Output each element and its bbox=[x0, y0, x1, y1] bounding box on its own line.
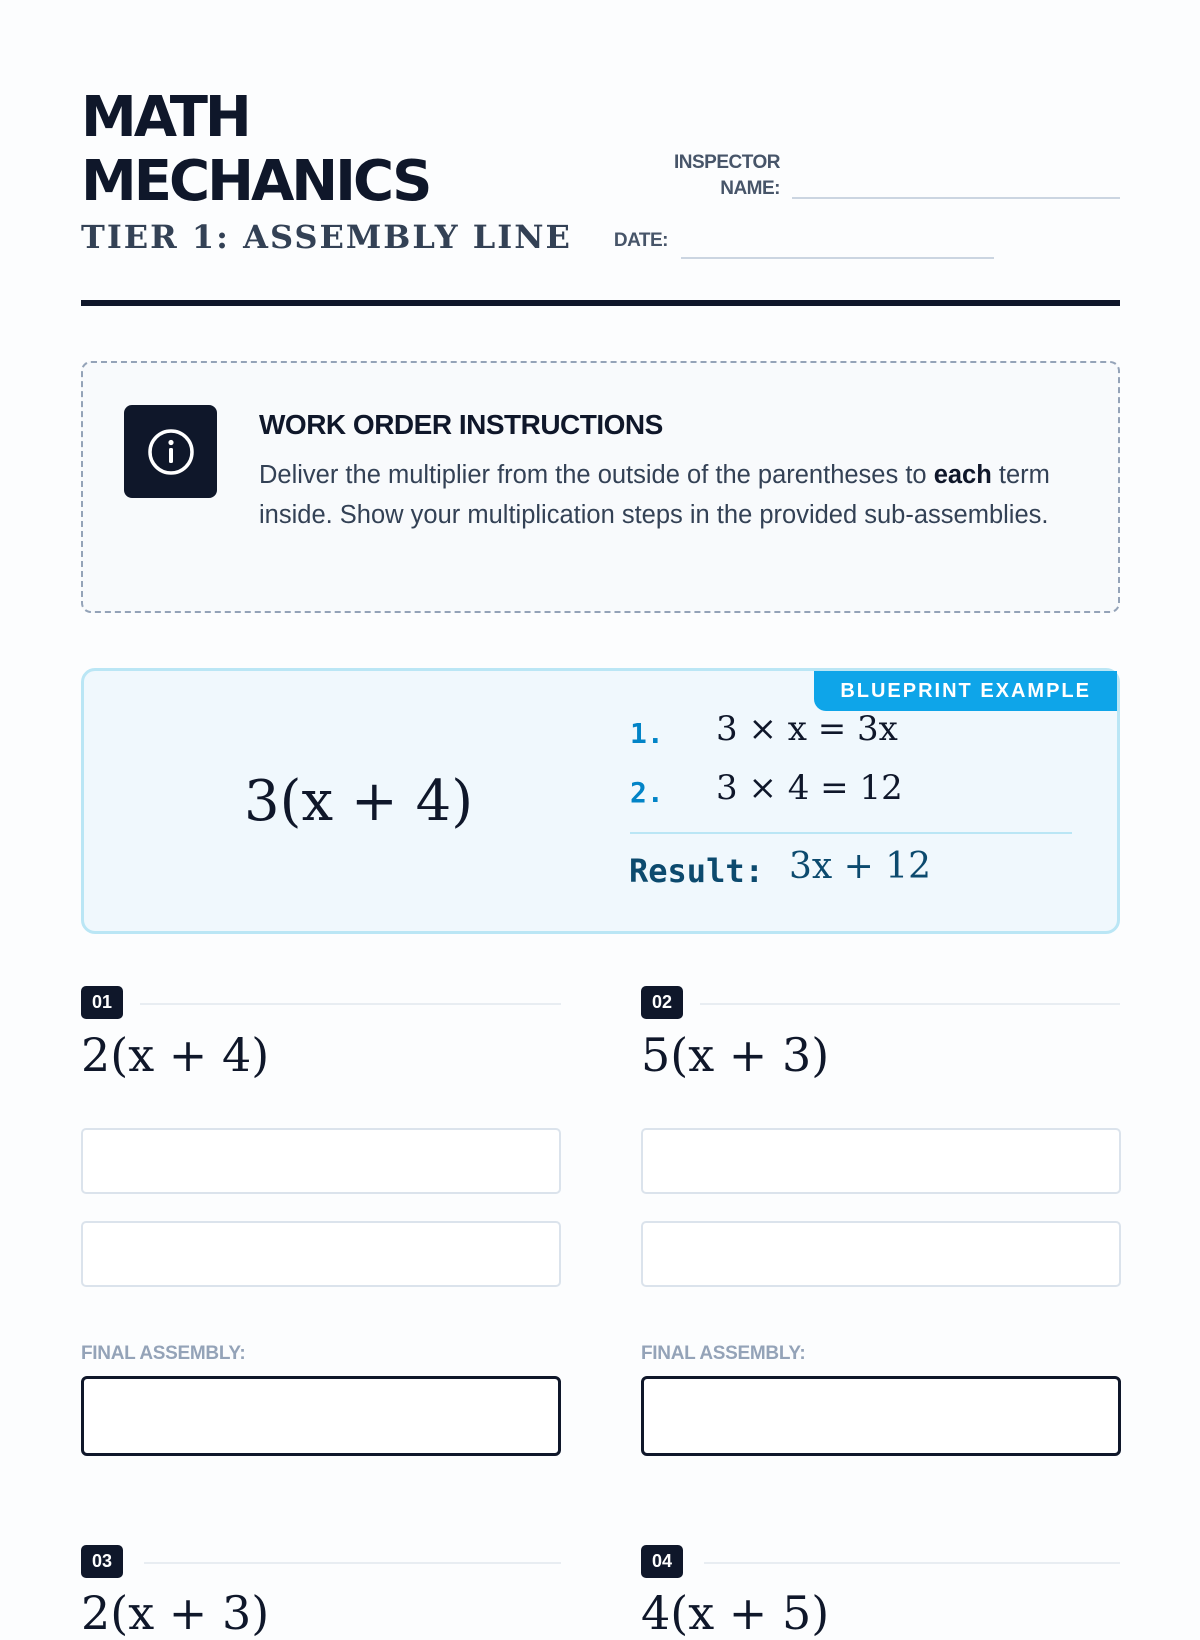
blueprint-example bbox=[81, 668, 1120, 934]
sub-assembly-input[interactable] bbox=[81, 1128, 561, 1194]
final-assembly-input[interactable] bbox=[641, 1376, 1121, 1456]
instructions-text: Deliver the multiplier from the outside of the parentheses to each term inside. Show your multiplication steps in the provided sub-assemblies. bbox=[259, 461, 1050, 529]
final-assembly-label: FINAL ASSEMBLY: bbox=[81, 1343, 246, 1364]
problem-number: 04 bbox=[641, 1545, 683, 1578]
step-text: 3 × x = 3x bbox=[716, 709, 898, 749]
header-divider bbox=[81, 300, 1120, 306]
problem-number: 02 bbox=[641, 986, 683, 1019]
problem-expression: 2(x + 3) bbox=[81, 1586, 270, 1640]
problem-divider bbox=[144, 1562, 561, 1564]
inspector-name-label: INSPECTOR NAME: bbox=[673, 152, 780, 199]
step-number: 1. bbox=[630, 717, 664, 750]
sub-assembly-input[interactable] bbox=[641, 1221, 1121, 1287]
example-expression: 3(x + 4) bbox=[244, 769, 474, 834]
problem-expression: 5(x + 3) bbox=[641, 1028, 830, 1082]
result-label: Result: bbox=[629, 852, 764, 890]
inspector-name-field[interactable] bbox=[792, 197, 1120, 199]
result-value: 3x + 12 bbox=[789, 846, 932, 887]
instructions-title: WORK ORDER INSTRUCTIONS bbox=[259, 409, 663, 440]
date-field[interactable] bbox=[681, 257, 994, 259]
instructions-panel bbox=[81, 361, 1120, 613]
final-assembly-label: FINAL ASSEMBLY: bbox=[641, 1343, 806, 1364]
step-number: 2. bbox=[630, 776, 664, 809]
step-text: 3 × 4 = 12 bbox=[716, 768, 903, 808]
worksheet-title bbox=[81, 86, 429, 214]
worksheet-subtitle: TIER 1: ASSEMBLY LINE bbox=[81, 218, 572, 256]
sub-assembly-input[interactable] bbox=[641, 1128, 1121, 1194]
final-assembly-input[interactable] bbox=[81, 1376, 561, 1456]
title-line-2: MECHANICS bbox=[81, 149, 430, 214]
problem-number: 03 bbox=[81, 1545, 123, 1578]
problem-number: 01 bbox=[81, 986, 123, 1019]
info-icon bbox=[124, 405, 217, 498]
result-divider bbox=[630, 832, 1072, 834]
title-line-1: MATH bbox=[81, 85, 249, 150]
blueprint-badge: BLUEPRINT EXAMPLE bbox=[814, 671, 1117, 711]
problem-expression: 4(x + 5) bbox=[641, 1586, 830, 1640]
problem-divider bbox=[140, 1003, 561, 1005]
problem-expression: 2(x + 4) bbox=[81, 1028, 270, 1082]
problem-divider bbox=[700, 1003, 1120, 1005]
sub-assembly-input[interactable] bbox=[81, 1221, 561, 1287]
problem-divider bbox=[704, 1562, 1120, 1564]
date-label: DATE: bbox=[613, 230, 668, 251]
